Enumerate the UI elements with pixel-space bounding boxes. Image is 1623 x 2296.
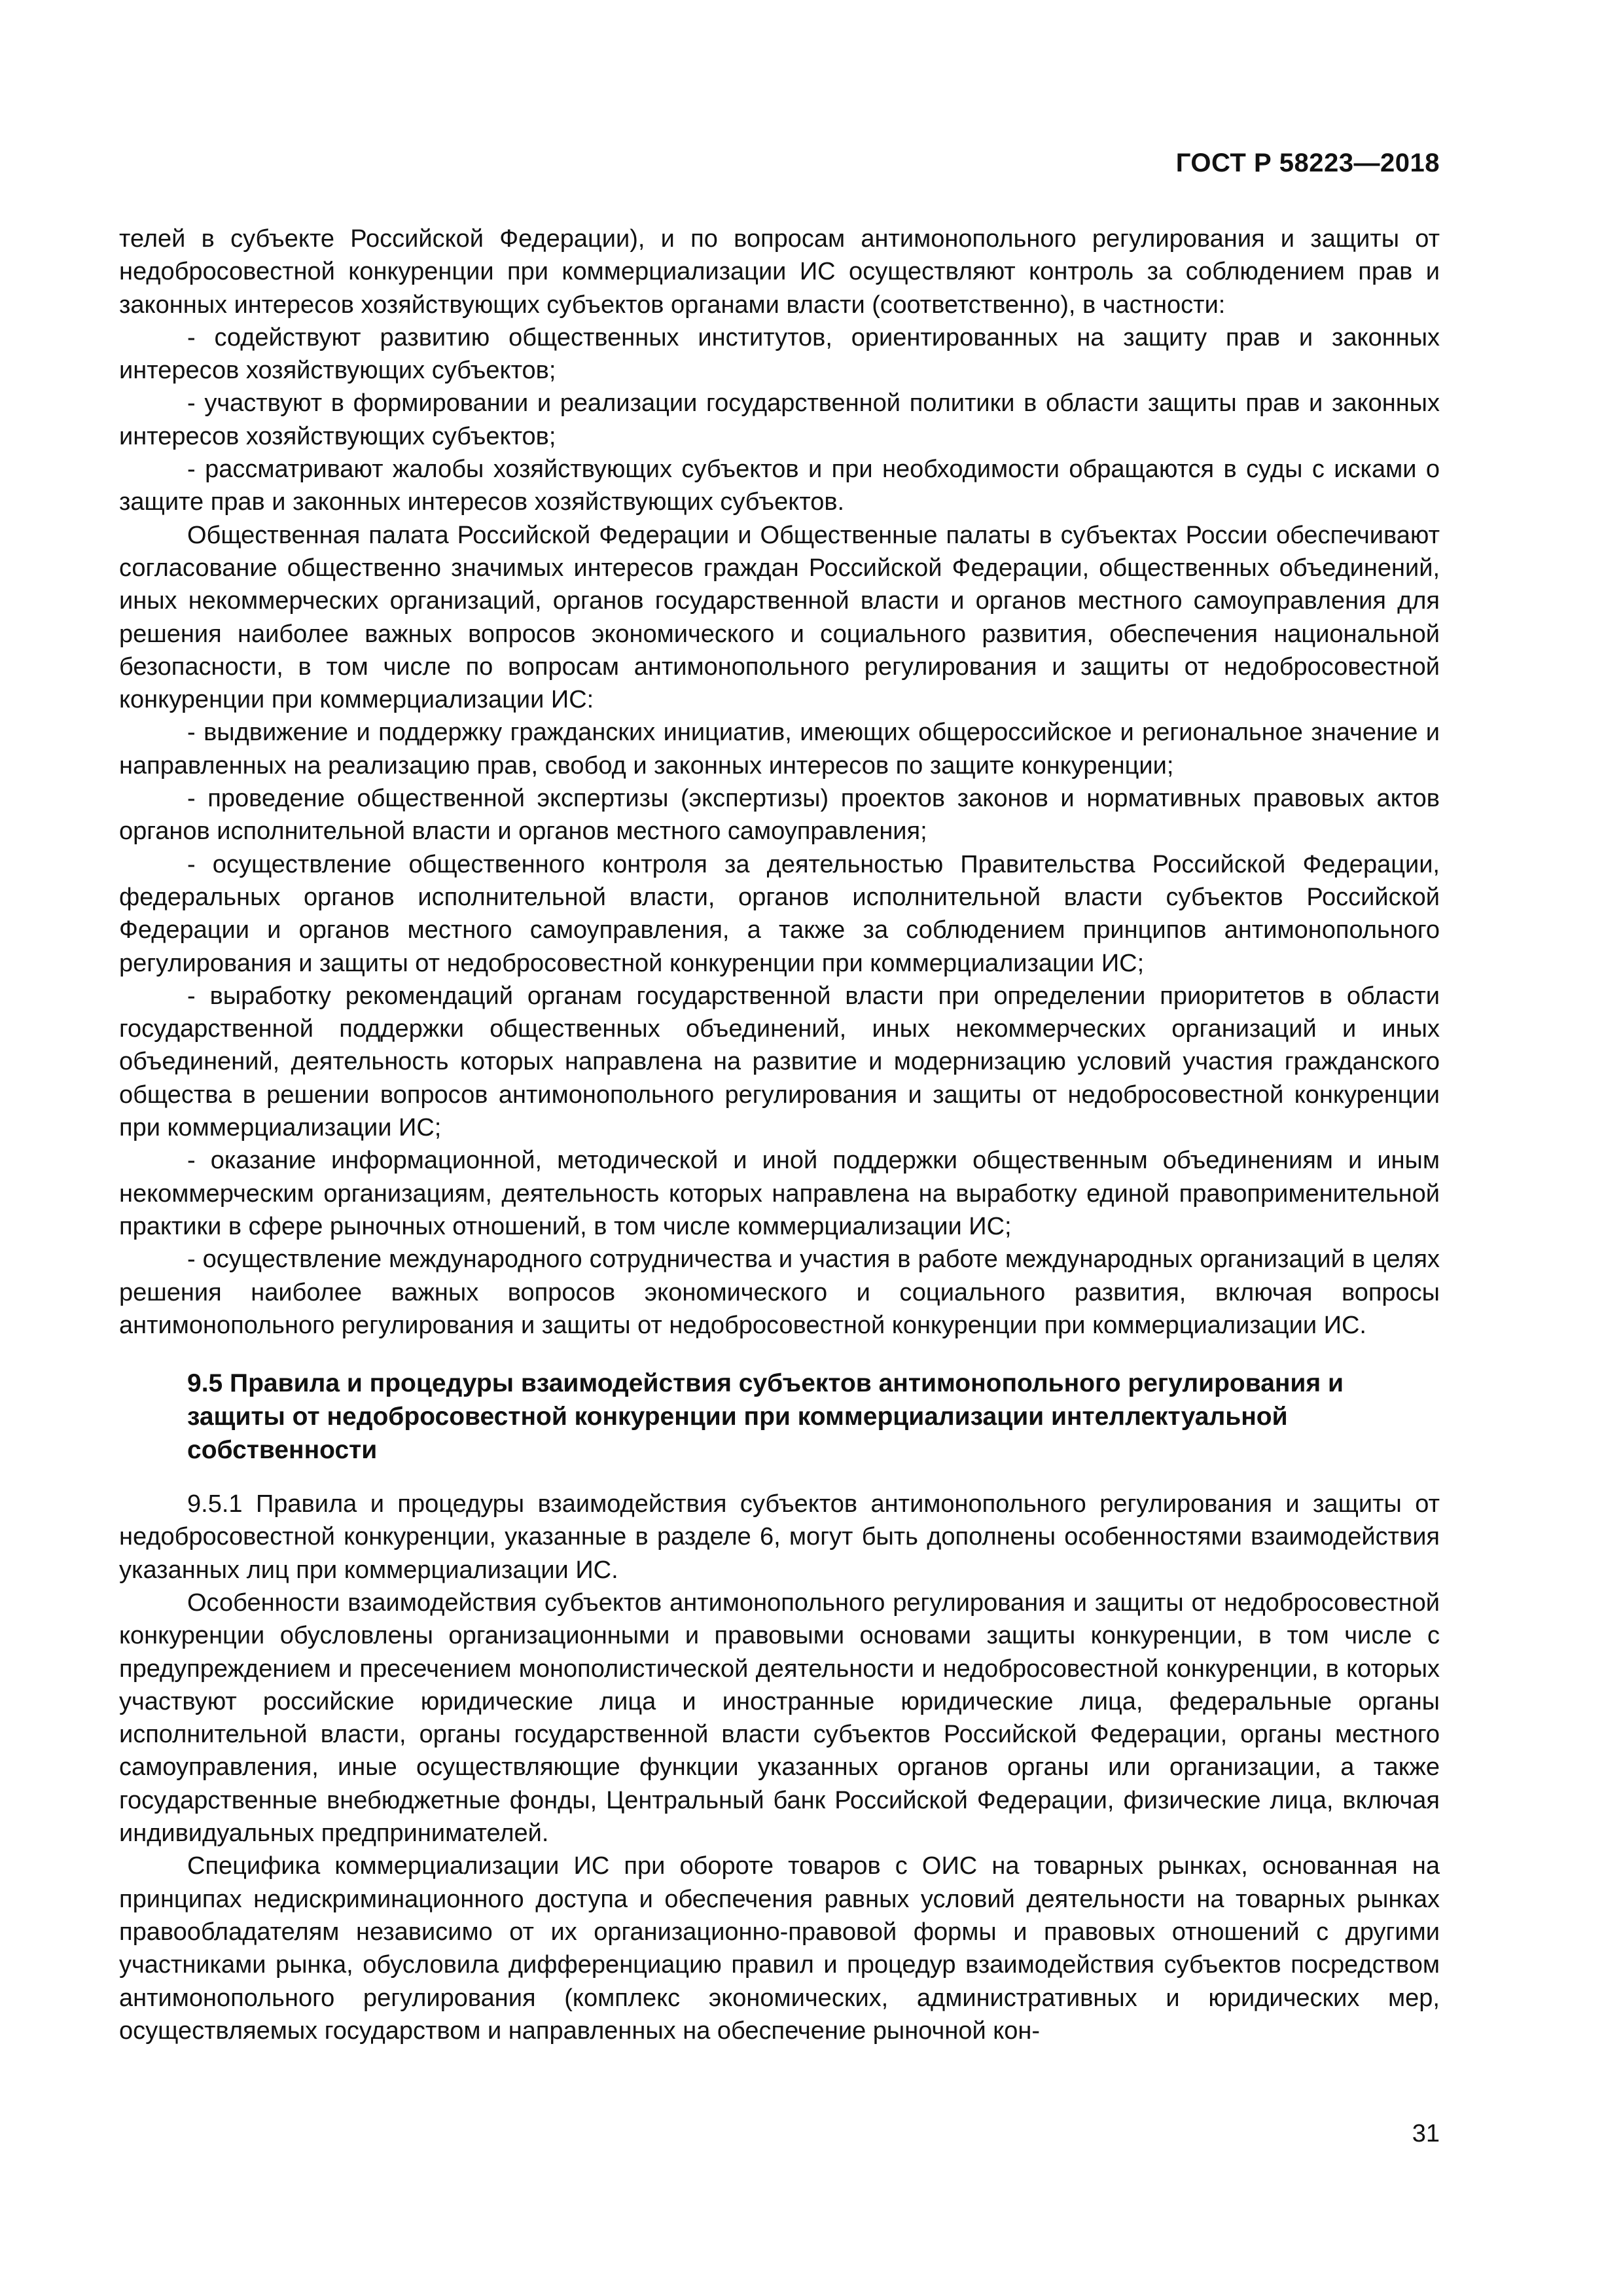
page-number: 31 xyxy=(1412,2120,1440,2147)
paragraph-continuation: телей в субъекте Российской Федерации), и по вопросам антимонопольного регулирования и защиты от недобросовестной конкуренции при коммерциализации ИС осуществляют контроль за соблюдением прав и законных интересов хозяйствующих субъектов органами власти (соответственно), в частности: xyxy=(119,225,1440,319)
list-item: - осуществление международного сотрудничества и участия в работе международных организаций в целях решения наиболее важных вопросов экономического и социального развития, включая вопросы антимонопольного регулирования и защиты от недобросовестной конкуренции при коммерциализации ИС. xyxy=(119,1246,1440,1339)
list-item: - выработку рекомендаций органам государственной власти при определении приоритетов в области государственной поддержки общественных объединений, иных некоммерческих организаций и иных объединений, деятельность которых направлена на развитие и модернизацию условий участия гражданского общества в решении вопросов антимонопольного регулирования и защиты от недобросовестной конкуренции при коммерциализации ИС; xyxy=(119,982,1440,1142)
paragraph-interaction-features: Особенности взаимодействия субъектов антимонопольного регулирования и защиты от недобросовестной конкуренции обусловлены организационными и правовыми основами защиты конкуренции, в том числе с предупреждением и пресечением монополистической деятельности и недобросовестной конкуренции, в которых участвуют российские юридические лица и иностранные юридические лица, федеральные органы исполнительной власти, органы государственной власти субъектов Российской Федерации, органы местного самоуправления, иные осуществляющие функции указанных органов органы или организации, а также государственные внебюджетные фонды, Центральный банк Российской Федерации, физические лица, включая индивидуальных предпринимателей. xyxy=(119,1588,1440,1848)
paragraph-9-5-1: 9.5.1 Правила и процедуры взаимодействия субъектов антимонопольного регулирования и защиты от недобросовестной конкуренции, указанные в разделе 6, могут быть дополнены особенностями взаимодействия указанных лиц при коммерциализации ИС. xyxy=(119,1490,1440,1584)
document-header-id: ГОСТ Р 58223—2018 xyxy=(1175,149,1440,177)
list-item: - рассматривают жалобы хозяйствующих субъектов и при необходимости обращаются в суды с исками о защите прав и законных интересов хозяйствующих субъектов. xyxy=(119,456,1440,516)
list-item: - осуществление общественного контроля за деятельностью Правительства Российской Федерации, федеральных органов исполнительной власти, органов исполнительной власти субъектов Российской Федерации и органов местного самоуправления, а также за соблюдением принципов антимонопольного регулирования и защиты от недобросовестной конкуренции при коммерциализации ИС; xyxy=(119,850,1440,977)
list-item: - участвуют в формировании и реализации государственной политики в области защиты прав и законных интересов хозяйствующих субъектов; xyxy=(119,389,1440,450)
document-body xyxy=(119,223,1440,2047)
list-item: - содействуют развитию общественных институтов, ориентированных на защиту прав и законных интересов хозяйствующих субъектов; xyxy=(119,323,1440,385)
paragraph-public-chamber: Общественная палата Российской Федерации и Общественные палаты в субъектах России обеспечивают согласование общественно значимых интересов граждан Российской Федерации, общественных объединений, иных некоммерческих организаций, органов государственной власти и органов местного самоуправления для решения наиболее важных вопросов экономического и социального развития, обеспечения национальной безопасности, в том числе по вопросам антимонопольного регулирования и защиты от недобросовестной конкуренции при коммерциализации ИС: xyxy=(119,521,1440,714)
list-item: - оказание информационной, методической и иной поддержки общественным объединениям и иным некоммерческим организациям, деятельность которых направлена на выработку единой правоприменительной практики в сфере рыночных отношений, в том числе коммерциализации ИС; xyxy=(119,1147,1440,1240)
section-heading-9-5: 9.5 Правила и процедуры взаимодействия субъектов антимонопольного регулирования и защиты от недобросовестной конкуренции при коммерциализации интеллектуальной собственности xyxy=(187,1369,1344,1465)
list-item: - проведение общественной экспертизы (экспертизы) проектов законов и нормативных правовых актов органов исполнительной власти и органов местного самоуправления; xyxy=(119,785,1440,846)
list-item: - выдвижение и поддержку гражданских инициатив, имеющих общероссийское и региональное значение и направленных на реализацию прав, свобод и законных интересов по защите конкуренции; xyxy=(119,719,1440,780)
paragraph-commercialization-specifics: Специфика коммерциализации ИС при обороте товаров с ОИС на товарных рынках, основанная на принципах недискриминационного доступа и обеспечения равных условий деятельности на товарных рынках правообладателям независимо от их организационно-правовой формы и правовых отношений с другими участниками рынка, обусловила дифференциацию правил и процедур взаимодействия субъектов посредством антимонопольного регулирования (комплекс экономических, административных и юридических мер, осуществляемых государством и направленных на обеспечение рыночной кон- xyxy=(119,1852,1440,2045)
